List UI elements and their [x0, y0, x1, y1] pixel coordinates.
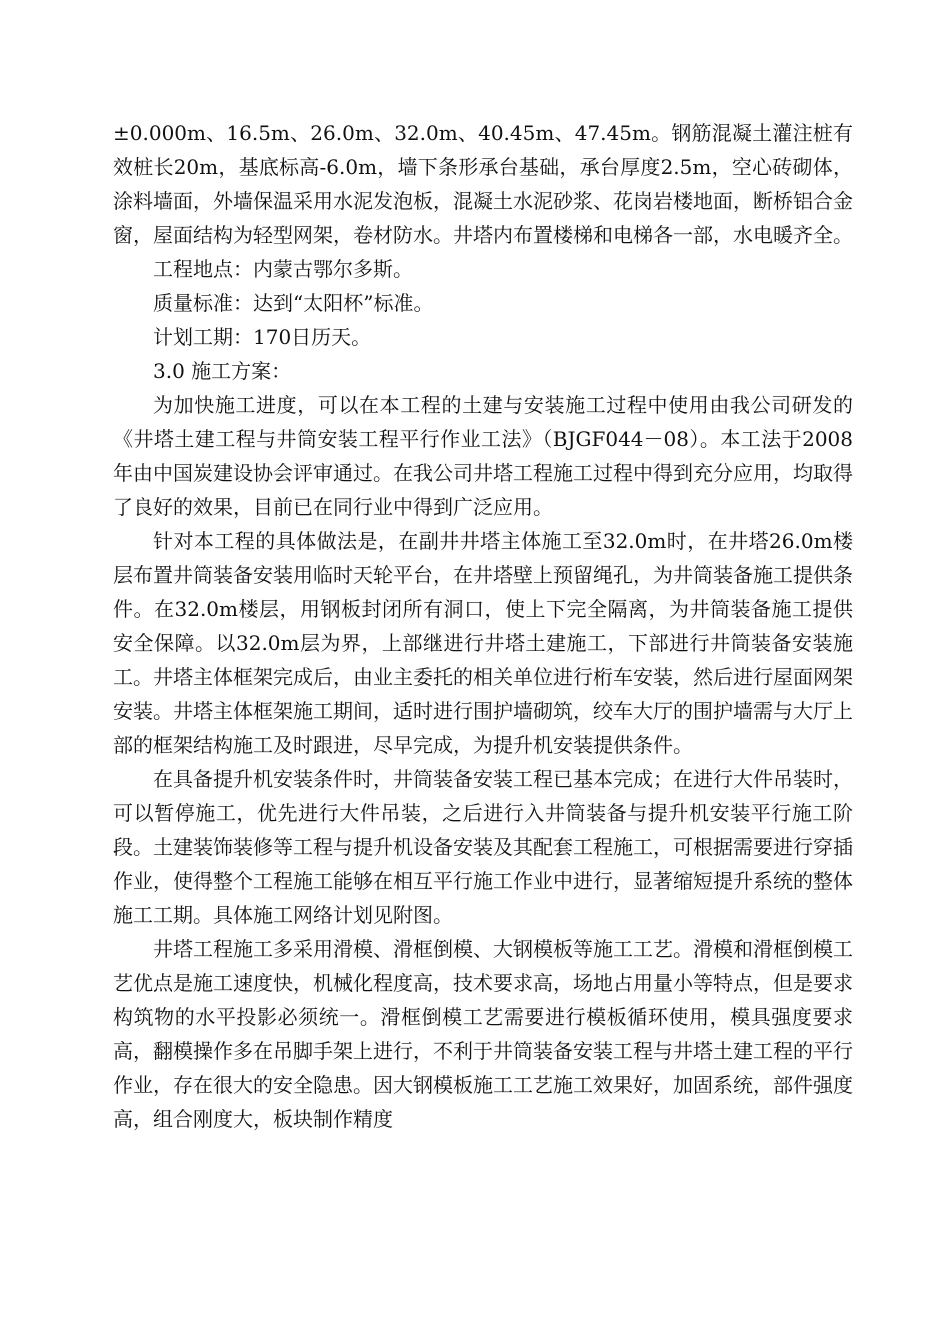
- paragraph-quality-standard: 质量标准：达到“太阳杯”标准。: [153, 291, 434, 315]
- section-heading-construction-plan: 3.0 施工方案：: [153, 359, 292, 383]
- paragraph-specific-approach: 针对本工程的具体做法是，在副井井塔主体施工至32.0m时，在井塔26.0m楼层布置井筒装备安装用临时天轮平台，在井塔壁上预留绳孔，为井筒装备施工提供条件。在32.0m楼层，用钢板封闭所有洞口，使上下完全隔离，为井筒装备施工提供安全保障。以32.0m层为界，上部继进行井塔土建施工，下部进行井筒装备安装施工。井塔主体框架完成后，由业主委托的相关单位进行桁车安装，然后进行屋面网架安装。井塔主体框架施工期间，适时进行围护墙砌筑，绞车大厅的围护墙需与大厅上部的框架结构施工及时跟进，尽早完成，为提升机安装提供条件。: [113, 529, 853, 757]
- paragraph-formwork-techniques: 井塔工程施工多采用滑模、滑框倒模、大钢模板等施工工艺。滑模和滑框倒模工艺优点是施工速度快，机械化程度高，技术要求高，场地占用量小等特点，但是要求构筑物的水平投影必须统一。滑框倒模工艺需要进行模板循环使用，模具强度要求高，翻模操作多在吊脚手架上进行，不利于井筒装备安装工程与井塔土建工程的平行作业，存在很大的安全隐患。因大钢模板施工工艺施工效果好，加固系统，部件强度高，组合刚度大，板块制作精度: [113, 937, 853, 1131]
- paragraph-planned-duration: 计划工期：170日历天。: [153, 325, 372, 349]
- paragraph-building-specs: ±0.000m、16.5m、26.0m、32.0m、40.45m、47.45m。钢筋混凝土灌注桩有效桩长20m，基底标高-6.0m，墙下条形承台基础，承台厚度2.5m，空心砖砌体，涂料墙面，外墙保温采用水泥发泡板，混凝土水泥砂浆、花岗岩楼地面，断桥铝合金窗，屋面结构为轻型网架，卷材防水。井塔内布置楼梯和电梯各一部，水电暖齐全。: [113, 121, 853, 247]
- paragraph-construction-method: 为加快施工进度，可以在本工程的土建与安装施工过程中使用由我公司研发的《井塔土建工程与井筒安装工程平行作业工法》（BJGF044－08）。本工法于2008年由中国炭建设协会评审通过。在我公司井塔工程施工过程中得到充分应用，均取得了良好的效果，目前已在同行业中得到广泛应用。: [113, 393, 853, 519]
- document-body: [113, 116, 853, 1136]
- paragraph-project-location: 工程地点：内蒙古鄂尔多斯。: [153, 257, 413, 281]
- paragraph-hoist-installation: 在具备提升机安装条件时，井筒装备安装工程已基本完成；在进行大件吊装时，可以暂停施工，优先进行大件吊装，之后进行入井筒装备与提升机安装平行施工阶段。土建装饰装修等工程与提升机设备安装及其配套工程施工，可根据需要进行穿插作业，使得整个工程施工能够在相互平行施工作业中进行，显著缩短提升系统的整体施工工期。具体施工网络计划见附图。: [113, 767, 853, 927]
